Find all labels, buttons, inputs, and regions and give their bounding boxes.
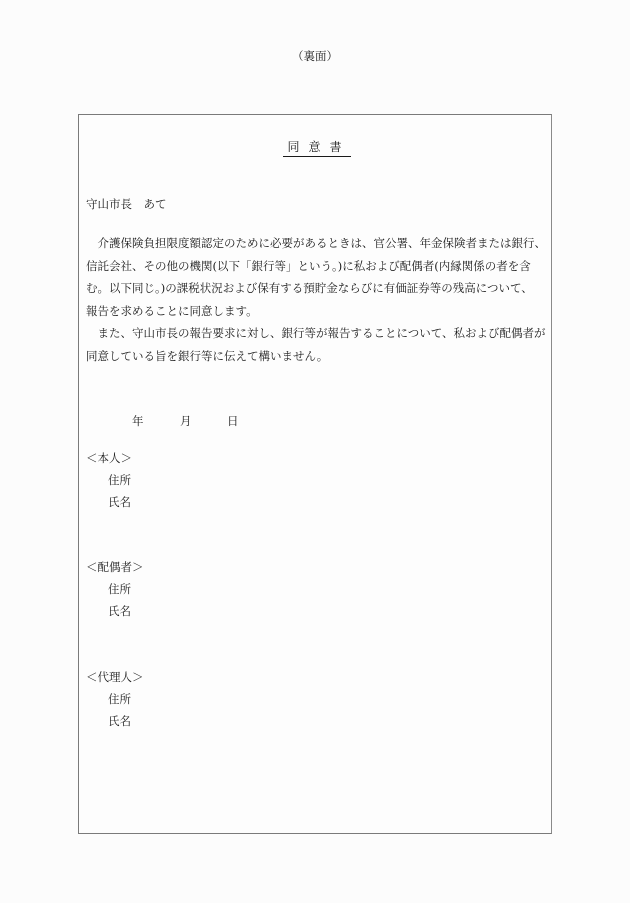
body-line: む。以下同じ。)の課税状況および保有する預貯金ならびに有価証券等の残高について、 (86, 281, 533, 295)
consent-form-box (78, 114, 552, 834)
party-heading: ＜代理人＞ (86, 670, 144, 684)
party-heading: ＜配偶者＞ (86, 560, 144, 574)
address-label: 住所 (108, 473, 131, 487)
body-line: 報告を求めることに同意します。 (86, 303, 258, 318)
address-label: 住所 (108, 582, 131, 596)
date-day-label: 日 (227, 414, 239, 428)
name-label: 氏名 (108, 604, 131, 618)
body-line: 信託会社、その他の機関(以下「銀行等」という。)に私および配偶者(内縁関係の者を含 (86, 258, 531, 273)
page-side-label: （裏面） (292, 49, 338, 63)
body-line: また、守山市長の報告要求に対し、銀行等が報告することについて、私および配偶者が (86, 326, 546, 340)
party-spouse (86, 556, 144, 622)
body-line: 同意している旨を銀行等に伝えて構いません。 (86, 348, 329, 363)
date-month-label: 月 (180, 414, 192, 428)
name-label: 氏名 (108, 495, 131, 509)
party-principal (86, 447, 132, 513)
party-agent (86, 666, 144, 732)
consent-body (86, 232, 548, 367)
document-title (79, 138, 551, 157)
date-year-label: 年 (132, 414, 144, 428)
name-label: 氏名 (108, 714, 131, 728)
address-label: 住所 (108, 692, 131, 706)
document-title-text: 同意書 (283, 138, 350, 157)
addressee: 守山市長 あて (86, 197, 167, 211)
party-heading: ＜本人＞ (86, 451, 132, 465)
body-line: 介護保険負担限度額認定のために必要があるときは、官公署、年金保険者または銀行、 (86, 236, 546, 250)
